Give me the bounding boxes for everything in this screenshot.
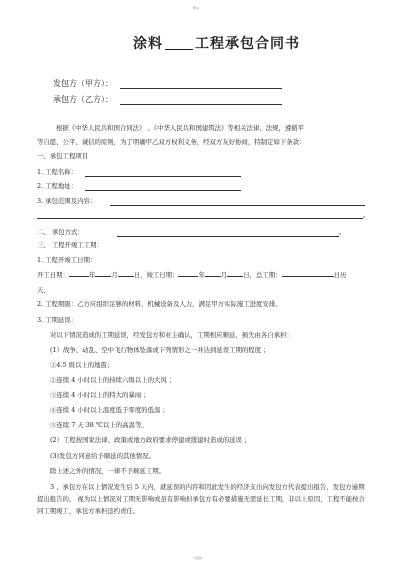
party-a-label: 发包方（甲方）： (53, 79, 113, 88)
end-month-unit: 月 (220, 271, 228, 279)
weather-item-2: ②连续 4 小时以上的持续六级以上的大风 ； (50, 376, 176, 384)
section2-heading: 二、 承包方式： (37, 228, 84, 236)
project-address-blank (85, 190, 241, 191)
weather-item-1: ①4.5 级以上的地震； (50, 361, 114, 369)
delay-penalty-paragraph: 3 、承包方在以上情况发生后 5 天内，就延误的内容和因此发生的经济支出向发包方代表提出报告，发包方逾期提出报告的， 视为以上情况对工期无影响或虽有影响但承包方有必要措施无需延长工期，非以上原因，工程不能按合同工期竣工，承包方承担违约责任。 (37, 483, 365, 515)
end-year-blank (178, 276, 198, 277)
start-day-blank (118, 276, 134, 277)
project-scope-blank-2 (37, 218, 363, 219)
contract-title (133, 33, 300, 53)
weather-item-5: ⑤连续 7 天 38 ℃以上的高温等。 (50, 421, 148, 429)
delay-cause-1: (1）战争、动乱、空中飞行物体坠落或下列情形之一并达到延误工期的程度 ； (50, 346, 270, 354)
total-days-blank (282, 276, 334, 277)
start-month-blank (95, 276, 111, 277)
schedule-period-text: 2. 工程期限：乙方应组织足够的材料、机械设备及人力，满足甲方实际施工进度安排。 (37, 300, 282, 308)
start-year-unit: 年 (88, 271, 96, 279)
start-date-label: 开工日期： (37, 271, 69, 279)
end-month-blank (205, 276, 221, 277)
section1-heading: 一、承包工程项目 (37, 152, 89, 160)
delay-intro: 对以下情况造成的工期延误，经发包方和业主确认，工期相应顺延，损失由各自承担： (50, 331, 293, 339)
project-name-label: 1. 工程名称： (37, 168, 78, 176)
total-days-unit: 日历 (333, 271, 347, 279)
delay-cause-2: (2）工程按国家法律、政策或地方政府要求停建或缓建时造成的延误 ； (50, 436, 251, 444)
project-name-blank (85, 176, 241, 177)
project-scope-blank-1 (110, 205, 365, 206)
schedule-dates-row (37, 271, 346, 280)
contract-method-blank (117, 236, 339, 237)
start-year-blank (69, 276, 89, 277)
delay-cause-3: (3)发包方同意给予顺延的其他情况。 (50, 452, 155, 460)
page-footer-mark: 可编辑 (193, 556, 203, 560)
schedule-dates-label: 1. 工程开竣工日期： (37, 256, 97, 264)
title-blank (165, 49, 193, 50)
section2-end-mark: 。 (339, 228, 346, 236)
party-a-blank (120, 88, 282, 89)
title-prefix: 涂料 (133, 36, 163, 52)
weather-item-4: ④连续 4 小时以上温度低于零度的低温 ； (50, 406, 169, 414)
end-date-label: 日，竣工日期： (133, 271, 179, 279)
end-year-unit: 年 (198, 271, 205, 279)
project-scope-end-mark: 。 (363, 211, 370, 219)
end-day-blank (227, 276, 243, 277)
title-suffix: 工程承包合同书 (195, 36, 300, 52)
start-month-unit: 月 (111, 271, 118, 279)
project-address-label: 2. 工程地址： (37, 182, 78, 190)
section3-heading: 三、 工程开竣工工期： (37, 241, 103, 249)
weather-item-3: ③连续 4 小时以上的特大的暴雨 ； (50, 391, 150, 399)
party-b-blank (120, 104, 282, 105)
party-b-label: 承包方（乙方）： (53, 95, 113, 104)
total-days-label: 日，总工期： (243, 271, 282, 279)
schedule-delay-heading: 3. 工期延误： (37, 316, 78, 324)
intro-line-2: 等自愿、公平、诚信的原则，为了明确甲乙双方权利义务，经双方友好协商，特制定如下条款： (37, 138, 306, 146)
delay-exception: 除上述之外的情况，一律不予顺延工期。 (50, 467, 166, 475)
intro-line-1: 根据《中华人民共和国合同法》 、《中华人民共和国建筑法》等相关法律、法规，遵循平 (56, 124, 305, 132)
page-header-mark: 精品 (193, 6, 200, 10)
total-days-suffix: 天， (37, 286, 50, 294)
project-scope-label: 3. 承包范围及内容： (37, 197, 97, 205)
